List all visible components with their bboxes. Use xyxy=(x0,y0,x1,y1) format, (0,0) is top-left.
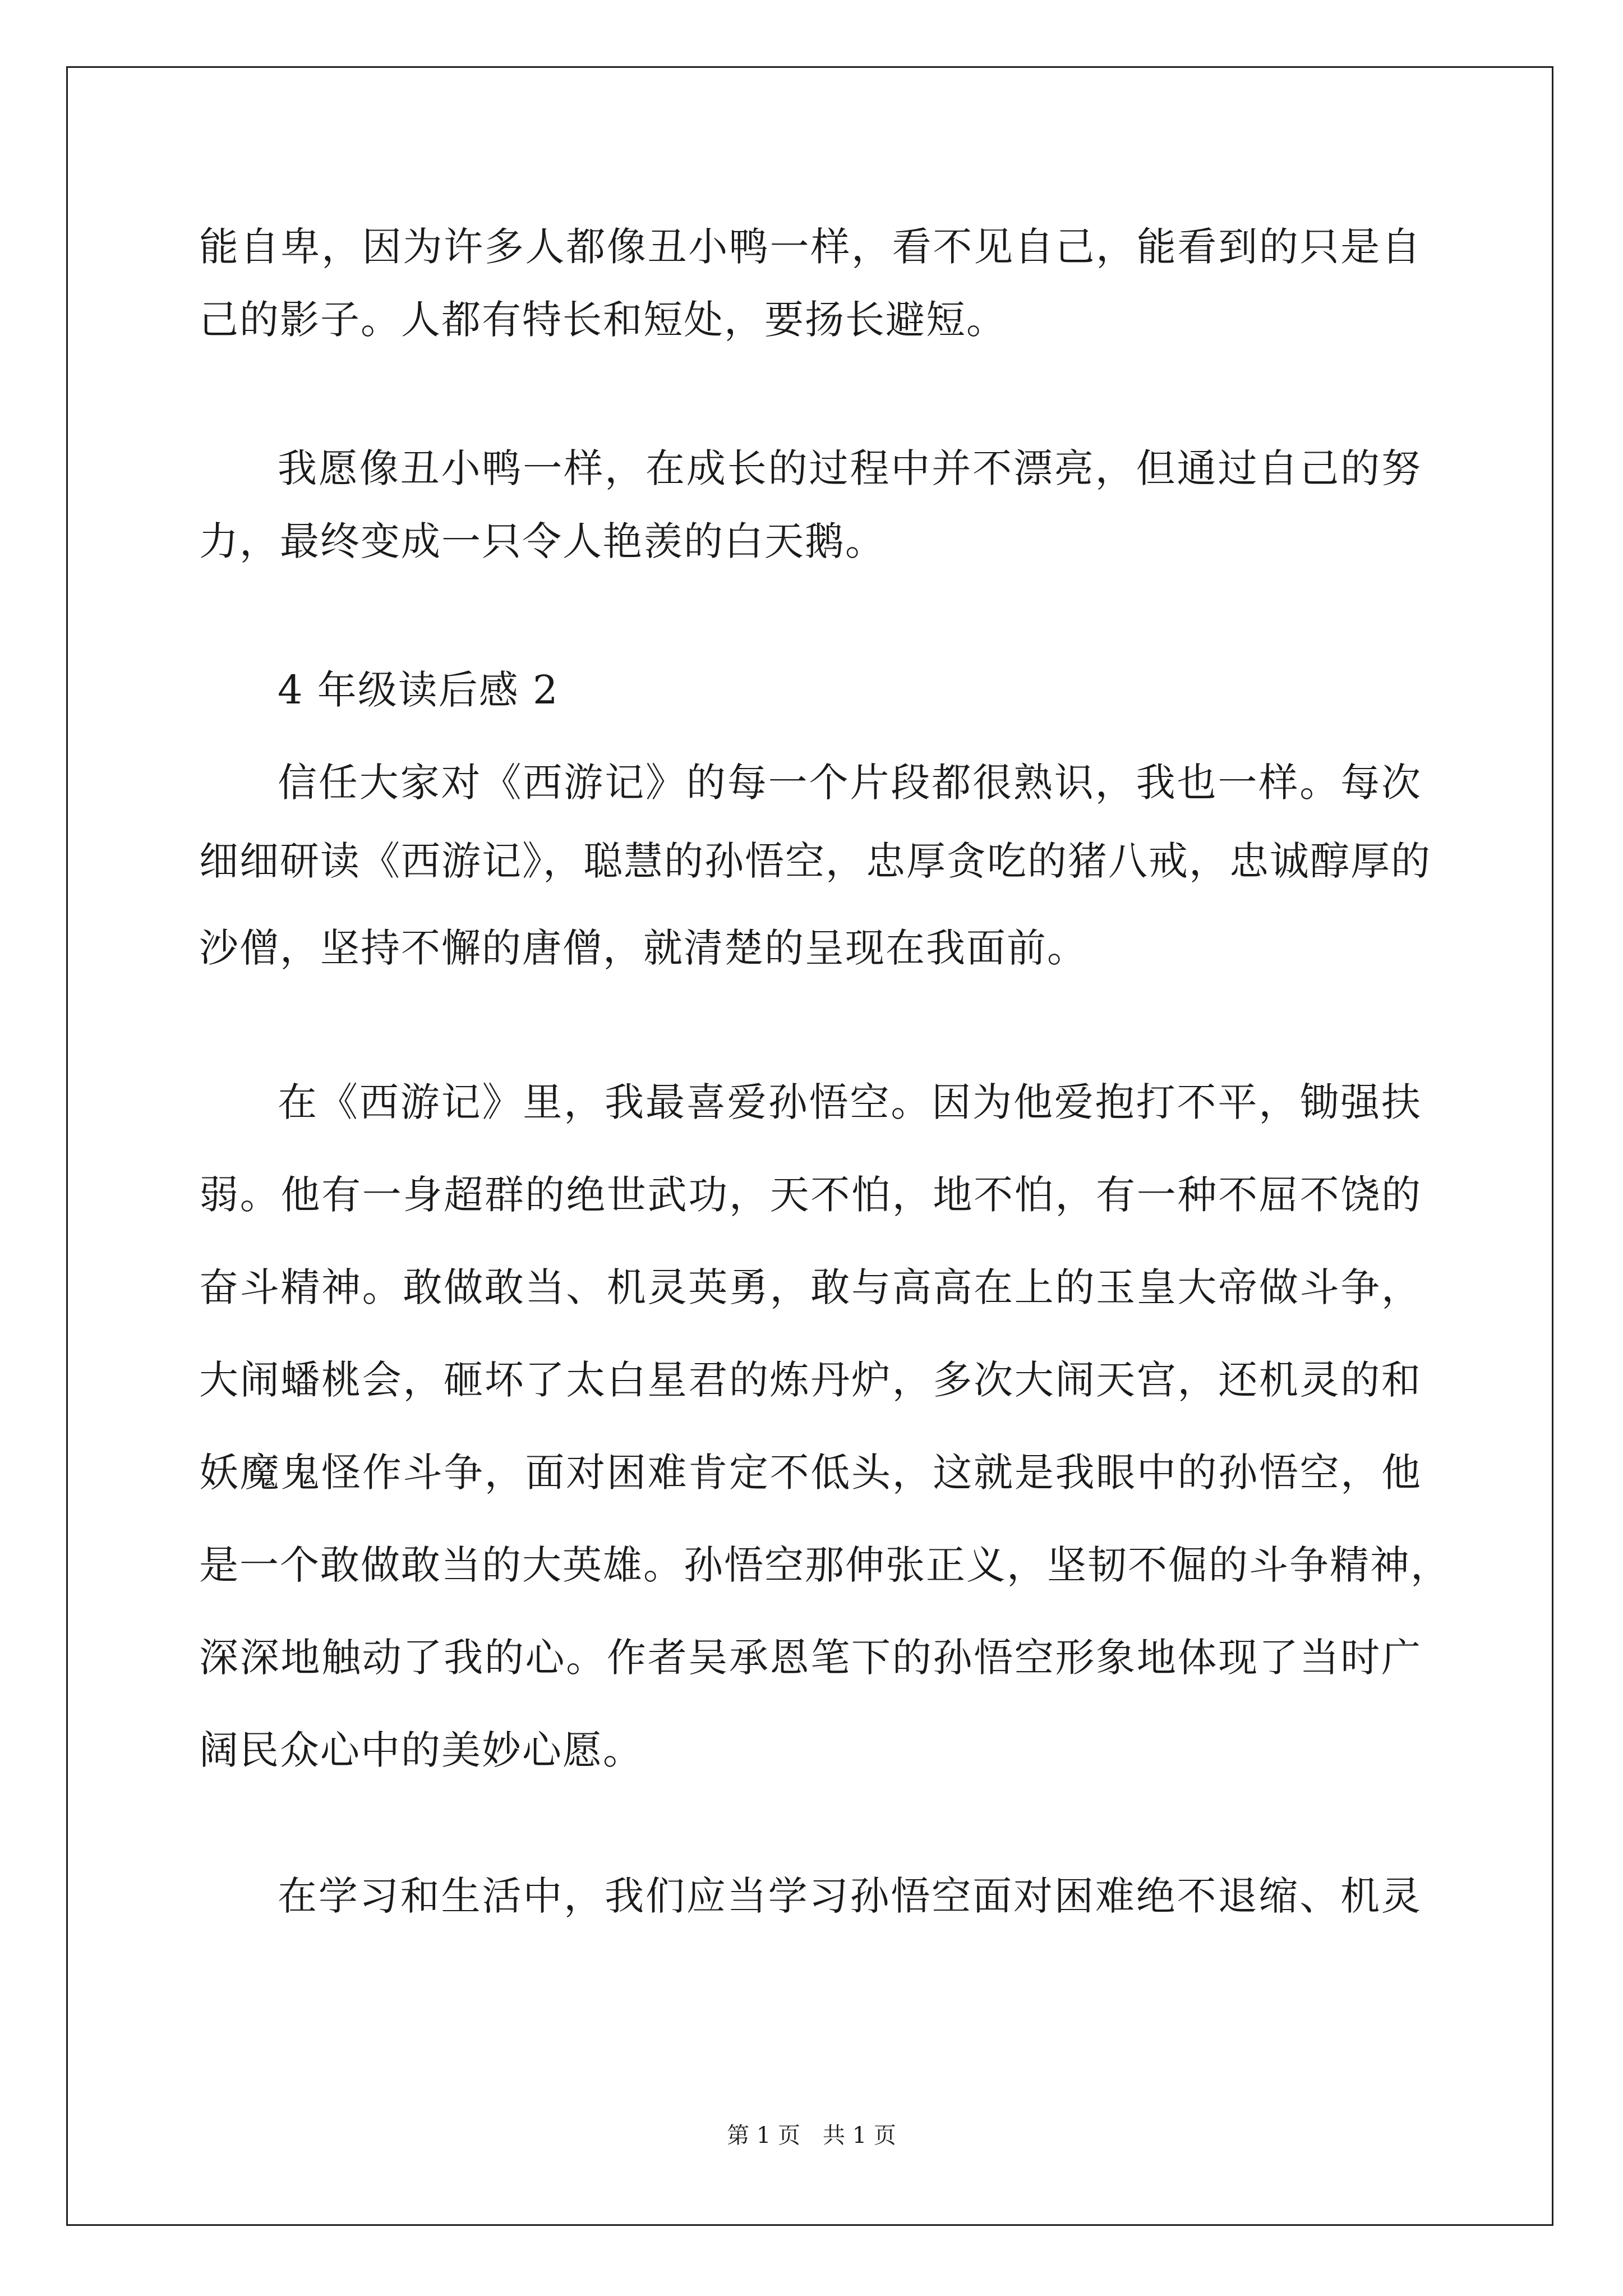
text-line: 大闹蟠桃会，砸坏了太白星君的炼丹炉，多次大闹天宫，还机灵的和 xyxy=(199,1357,1422,1403)
page-number: 第 1 页 xyxy=(727,2123,800,2148)
text-line: 己的影子。人都有特长和短处，要扬长避短。 xyxy=(199,297,1007,343)
text-line: 是一个敢做敢当的大英雄。孙悟空那伸张正义，坚韧不倔的斗争精神， xyxy=(199,1542,1451,1588)
text-line: 妖魔鬼怪作斗争，面对困难肯定不低头，这就是我眼中的孙悟空，他 xyxy=(199,1450,1422,1496)
text-line: 在学习和生活中，我们应当学习孙悟空面对困难绝不退缩、机灵 xyxy=(278,1873,1422,1919)
text-line: 信任大家对《西游记》的每一个片段都很熟识，我也一样。每次 xyxy=(278,760,1422,806)
section-heading: 4 年级读后感 2 xyxy=(278,667,559,713)
text-line: 奋斗精神。敢做敢当、机灵英勇，敢与高高在上的玉皇大帝做斗争， xyxy=(199,1264,1422,1310)
text-line: 细细研读《西游记》，聪慧的孙悟空，忠厚贪吃的猪八戒，忠诚醇厚的 xyxy=(199,838,1431,884)
text-line: 弱。他有一身超群的绝世武功，天不怕，地不怕，有一种不屈不饶的 xyxy=(199,1172,1422,1218)
text-line: 沙僧，坚持不懈的唐僧，就清楚的呈现在我面前。 xyxy=(199,925,1087,971)
text-line: 我愿像丑小鸭一样，在成长的过程中并不漂亮，但通过自己的努 xyxy=(278,445,1422,491)
text-line: 深深地触动了我的心。作者吴承恩笔下的孙悟空形象地体现了当时广 xyxy=(199,1635,1422,1681)
page-footer xyxy=(0,2118,1623,2150)
document-body xyxy=(199,0,1451,2296)
page-total: 共 1 页 xyxy=(823,2123,896,2148)
text-line: 能自卑，因为许多人都像丑小鸭一样，看不见自己，能看到的只是自 xyxy=(199,224,1422,270)
text-line: 在《西游记》里，我最喜爱孙悟空。因为他爱抱打不平，锄强扶 xyxy=(278,1079,1422,1125)
text-line: 阔民众心中的美妙心愿。 xyxy=(199,1727,643,1773)
text-line: 力，最终变成一只令人艳羡的白天鹅。 xyxy=(199,518,886,564)
